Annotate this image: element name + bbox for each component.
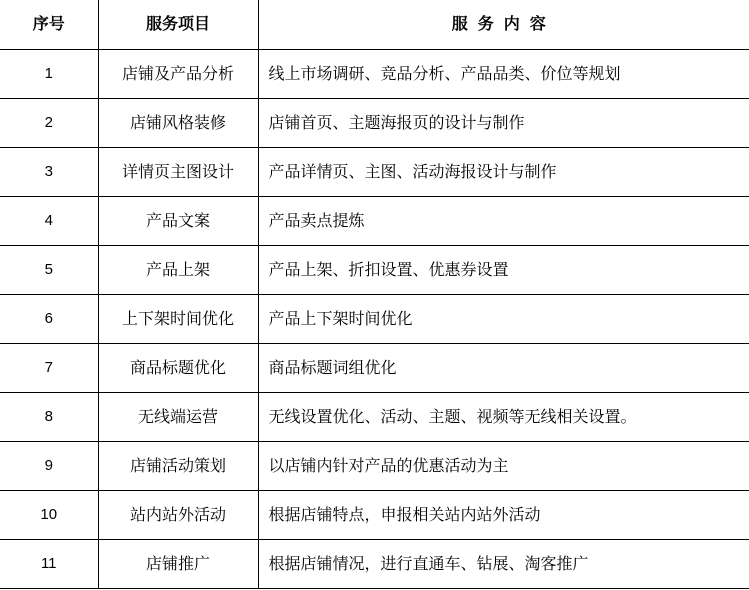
row-content: 产品卖点提炼 bbox=[258, 196, 749, 245]
table-row bbox=[0, 245, 749, 294]
row-index: 6 bbox=[0, 294, 98, 343]
header-row bbox=[0, 0, 749, 49]
row-item: 站内站外活动 bbox=[98, 490, 258, 539]
table-row bbox=[0, 441, 749, 490]
row-content: 店铺首页、主题海报页的设计与制作 bbox=[258, 98, 749, 147]
row-content: 根据店铺特点，申报相关站内站外活动 bbox=[258, 490, 749, 539]
row-item: 上下架时间优化 bbox=[98, 294, 258, 343]
row-content: 根据店铺情况，进行直通车、钻展、淘客推广 bbox=[258, 539, 749, 588]
row-content: 产品上下架时间优化 bbox=[258, 294, 749, 343]
table-row bbox=[0, 539, 749, 588]
table-row bbox=[0, 294, 749, 343]
row-content: 商品标题词组优化 bbox=[258, 343, 749, 392]
row-index: 2 bbox=[0, 98, 98, 147]
row-item: 产品上架 bbox=[98, 245, 258, 294]
row-item: 产品文案 bbox=[98, 196, 258, 245]
table-row bbox=[0, 392, 749, 441]
row-item: 无线端运营 bbox=[98, 392, 258, 441]
row-index: 1 bbox=[0, 49, 98, 98]
row-index: 8 bbox=[0, 392, 98, 441]
table-row bbox=[0, 196, 749, 245]
row-index: 10 bbox=[0, 490, 98, 539]
row-index: 9 bbox=[0, 441, 98, 490]
header-index: 序号 bbox=[0, 0, 98, 49]
row-item: 店铺及产品分析 bbox=[98, 49, 258, 98]
row-index: 11 bbox=[0, 539, 98, 588]
row-item: 详情页主图设计 bbox=[98, 147, 258, 196]
row-item: 店铺风格装修 bbox=[98, 98, 258, 147]
row-item: 店铺推广 bbox=[98, 539, 258, 588]
row-content: 产品上架、折扣设置、优惠券设置 bbox=[258, 245, 749, 294]
table-row bbox=[0, 98, 749, 147]
row-content: 产品详情页、主图、活动海报设计与制作 bbox=[258, 147, 749, 196]
row-item: 店铺活动策划 bbox=[98, 441, 258, 490]
row-index: 3 bbox=[0, 147, 98, 196]
row-content: 无线设置优化、活动、主题、视频等无线相关设置。 bbox=[258, 392, 749, 441]
row-content: 以店铺内针对产品的优惠活动为主 bbox=[258, 441, 749, 490]
row-index: 7 bbox=[0, 343, 98, 392]
table-row bbox=[0, 490, 749, 539]
header-content: 服务内容 bbox=[258, 0, 749, 49]
table-row bbox=[0, 49, 749, 98]
table-body bbox=[0, 49, 749, 588]
row-content: 线上市场调研、竞品分析、产品品类、价位等规划 bbox=[258, 49, 749, 98]
row-item: 商品标题优化 bbox=[98, 343, 258, 392]
table-row bbox=[0, 343, 749, 392]
table-row bbox=[0, 147, 749, 196]
header-item: 服务项目 bbox=[98, 0, 258, 49]
row-index: 4 bbox=[0, 196, 98, 245]
row-index: 5 bbox=[0, 245, 98, 294]
table-header bbox=[0, 0, 749, 49]
